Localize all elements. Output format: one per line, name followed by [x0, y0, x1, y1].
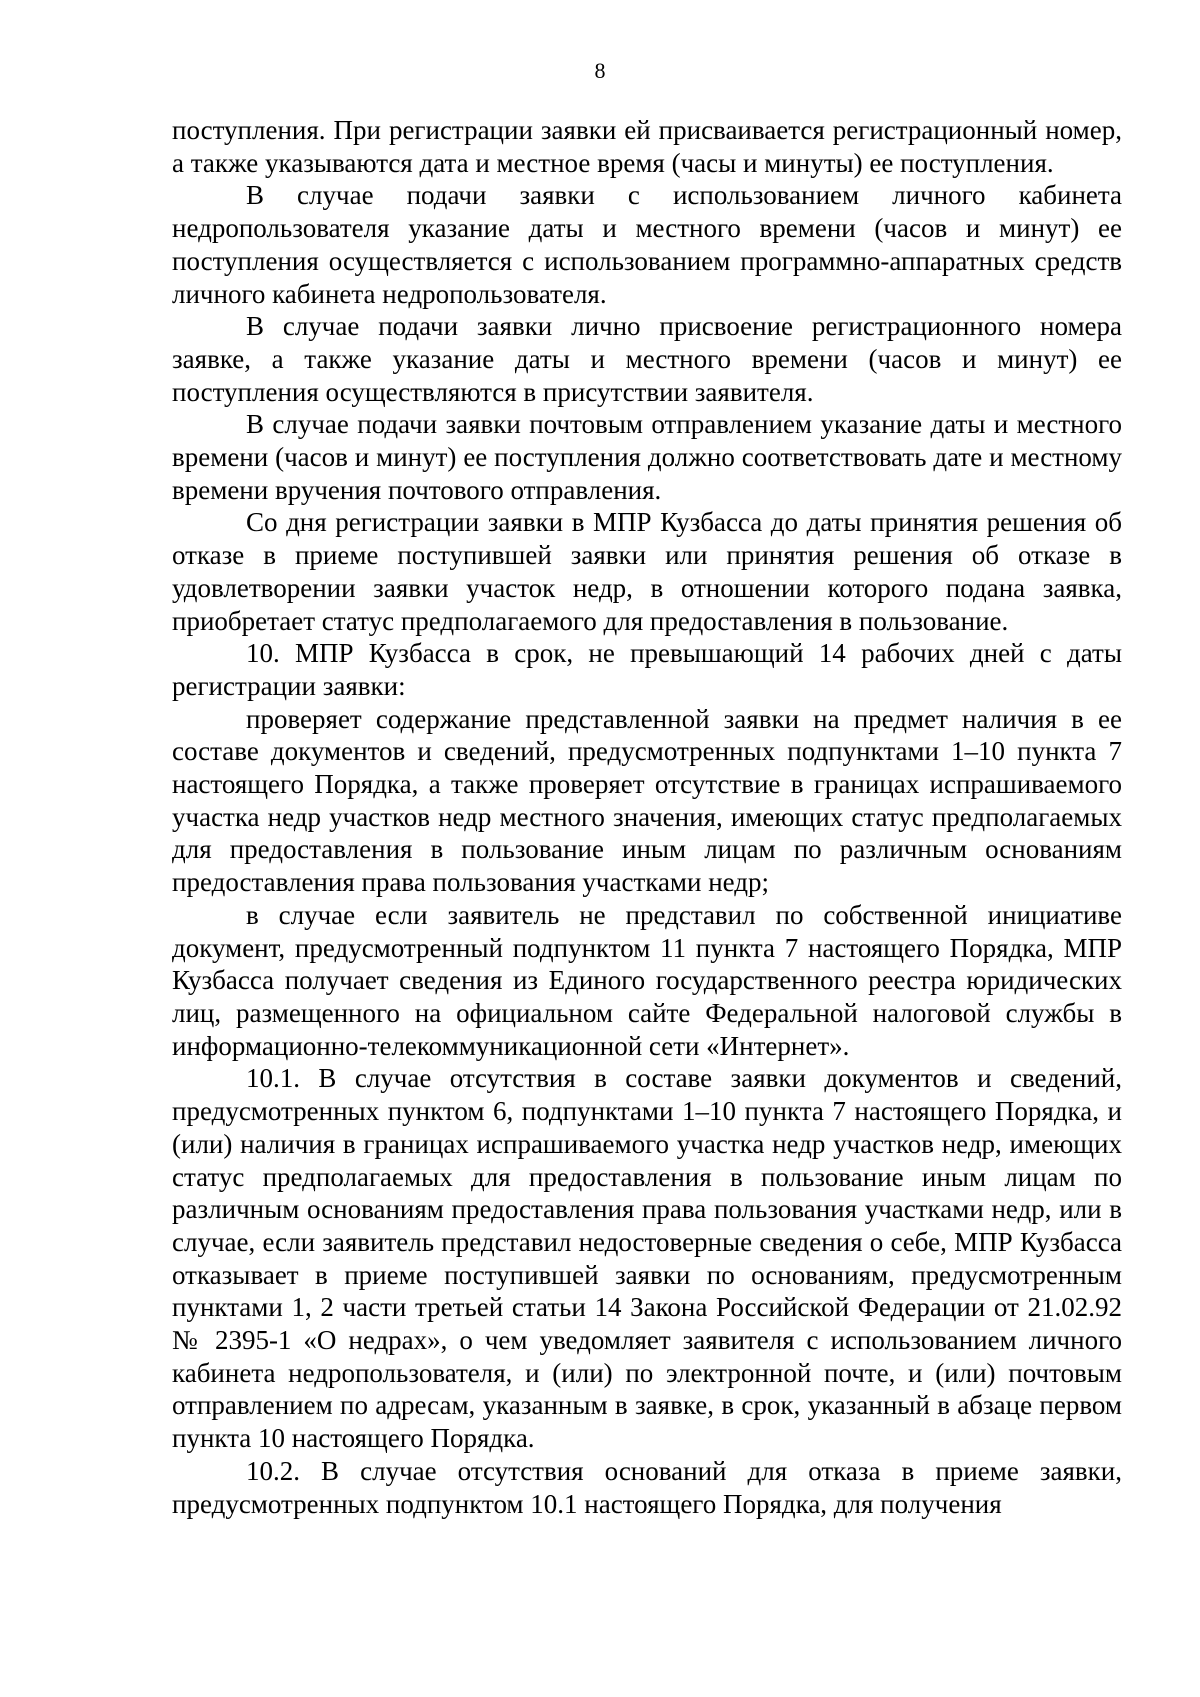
- document-body: [172, 114, 1122, 1520]
- paragraph-status: Со дня регистрации заявки в МПР Кузбасса до даты принятия решения об отказе в приеме поступившей заявки или принятия решения об отказе в удовлетворении заявки участок недр, в отношении которого подана заявка, приобретает статус предполагаемого для предоставления в пользование.: [172, 507, 1122, 636]
- paragraph-registration: поступления. При регистрации заявки ей присваивается регистрационный номер, а также указываются дата и местное время (часы и минуты) ее поступления.: [172, 115, 1122, 178]
- page-number: 8: [594, 58, 606, 83]
- paragraph-registry-request: в случае если заявитель не представил по собственной инициативе документ, предусмотренный подпунктом 11 пункта 7 настоящего Порядка, МПР Кузбасса получает сведения из Единого государственного реестра юридических лиц, размещенного на официальном сайте Федеральной налоговой службы в информационно-телекоммуникационной сети «Интернет».: [172, 899, 1122, 1061]
- paragraph-in-person: В случае подачи заявки лично присвоение регистрационного номера заявке, а также указание даты и местного времени (часов и минут) ее поступления осуществляются в присутствии заявителя.: [172, 311, 1122, 407]
- paragraph-item-10-2: 10.2. В случае отсутствия оснований для отказа в приеме заявки, предусмотренных подпунктом 10.1 настоящего Порядка, для получения: [172, 1455, 1122, 1519]
- paragraph-checks-content: проверяет содержание представленной заявки на предмет наличия в ее составе документов и сведений, предусмотренных подпунктами 1–10 пункта 7 настоящего Порядка, а также проверяет отсутствие в границах испрашиваемого участка недр участков недр местного значения, имеющих статус предполагаемых для предоставления в пользование иным лицам по различным основаниям предоставления права пользования участками недр;: [172, 703, 1122, 898]
- paragraph-item-10: 10. МПР Кузбасса в срок, не превышающий 14 рабочих дней с даты регистрации заявки:: [172, 638, 1122, 701]
- paragraph-item-10-1: 10.1. В случае отсутствия в составе заявки документов и сведений, предусмотренных пунктом 6, подпунктами 1–10 пункта 7 настоящего Порядка, и (или) наличия в границах испрашиваемого участка недр участков недр, имеющих статус предполагаемых для предоставления в пользование иным лицам по различным основаниям предоставления права пользования участками недр, или в случае, если заявитель представил недостоверные сведения о себе, МПР Кузбасса отказывает в приеме поступившей заявки по основаниям, предусмотренным пунктами 1, 2 части третьей статьи 14 Закона Российской Федерации от 21.02.92 № 2395-1 «О недрах», о чем уведомляет заявителя с использованием личного кабинета недропользователя, и (или) по электронной почте, и (или) почтовым отправлением по адресам, указанным в заявке, в срок, указанный в абзаце первом пункта 10 настоящего Порядка.: [172, 1063, 1122, 1454]
- paragraph-postal: В случае подачи заявки почтовым отправлением указание даты и местного времени (часов и минут) ее поступления должно соответствовать дате и местному времени вручения почтового отправления.: [172, 409, 1122, 505]
- paragraph-personal-account: В случае подачи заявки с использованием личного кабинета недропользователя указание даты и местного времени (часов и минут) ее поступления осуществляется с использованием программно-аппаратных средств личного кабинета недропользователя.: [172, 180, 1122, 309]
